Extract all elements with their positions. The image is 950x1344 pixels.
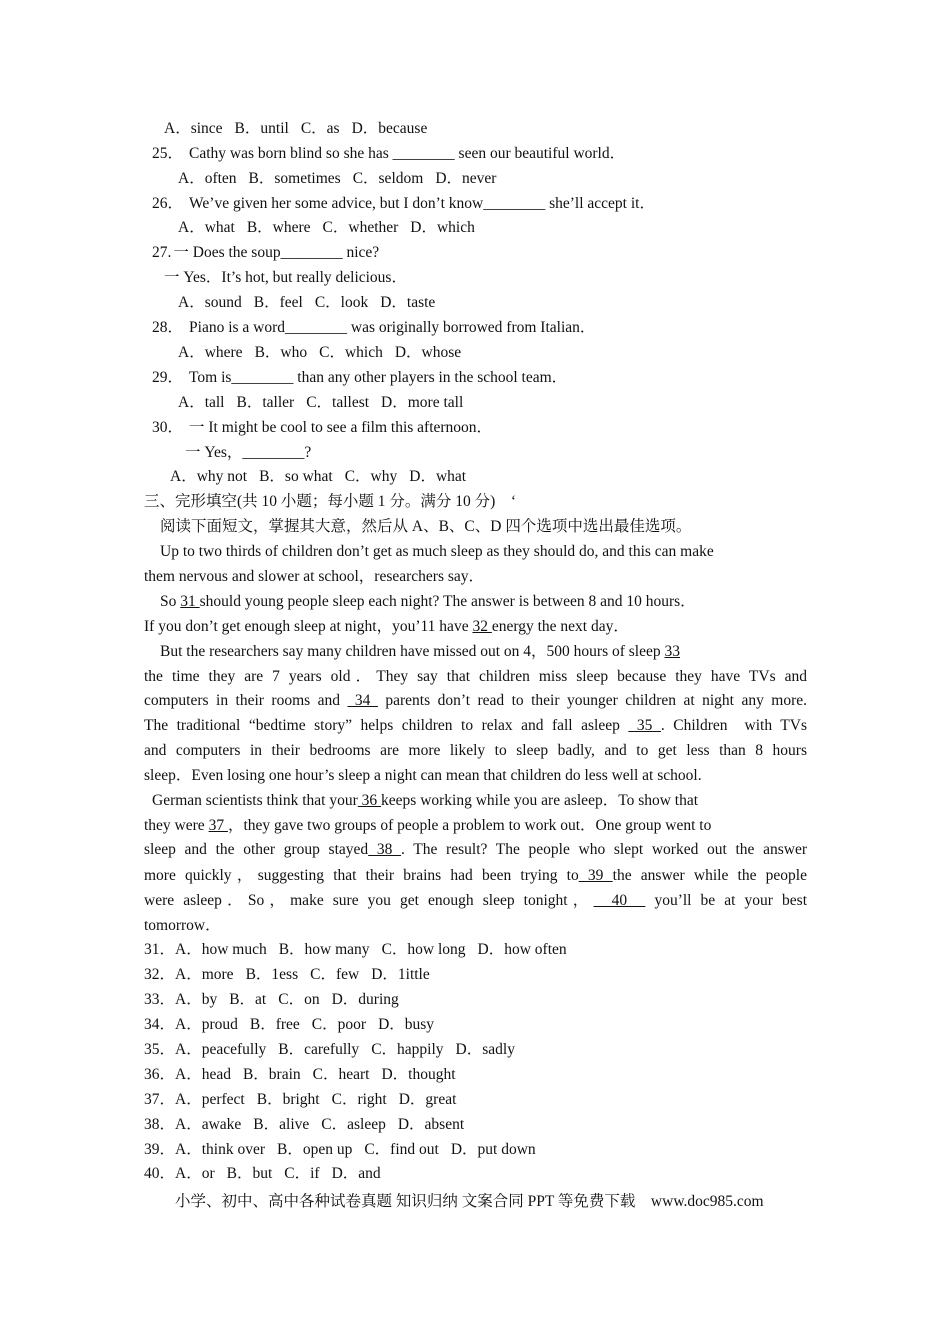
passage-text: should young people sleep each night? The answer is between 8 and 10 hours．: [199, 593, 696, 610]
option: C．as: [300, 120, 340, 137]
option: B．at: [229, 991, 267, 1008]
passage-text: you’ll be at your best: [645, 892, 807, 909]
question-number: 35．: [144, 1041, 176, 1058]
answer-row-32: [144, 964, 430, 986]
option: C．find out: [364, 1141, 439, 1158]
question-text: than any other players in the school team．: [293, 369, 568, 386]
answer-row-31: [144, 939, 567, 961]
option: B．brain: [242, 1066, 301, 1083]
question-30-reply: 一 Yes，________?: [185, 444, 312, 461]
option: B．who: [254, 344, 308, 361]
passage-line: [144, 839, 807, 861]
blank-40: 40: [593, 892, 646, 909]
option: C．on: [278, 991, 320, 1008]
option: A．proud: [175, 1016, 238, 1033]
passage-text: . Children with TVs: [660, 717, 807, 734]
blank-38: 38: [368, 841, 402, 858]
question-30-options: [170, 466, 466, 488]
option: A．awake: [175, 1116, 242, 1133]
option: A．what: [178, 219, 235, 236]
answer-row-38: [144, 1114, 464, 1136]
passage-text: If you don’t get enough sleep at night，you’11 have: [144, 618, 473, 635]
question-text: Piano is a word: [189, 319, 286, 336]
question-number: 25．: [152, 145, 184, 162]
answer-blank: ________: [392, 145, 455, 162]
option: D．busy: [378, 1016, 435, 1033]
question-text: Tom is: [189, 369, 232, 386]
option: D．which: [410, 219, 475, 236]
passage-text: computers in their rooms and: [144, 692, 348, 709]
passage-text: more quickly，suggesting that their brains had been trying to: [144, 867, 579, 884]
question-26: [152, 193, 655, 215]
passage-text: the answer while the people: [612, 867, 807, 884]
page-footer: 小学、初中、高中各种试卷真题 知识归纳 文案合同 PPT 等免费下载 www.doc985.com: [175, 1193, 764, 1210]
question-30: [152, 417, 492, 439]
question-number: 26．: [152, 195, 184, 212]
question-number: 38．: [144, 1116, 176, 1133]
question-25: [152, 143, 625, 165]
option: C．if: [284, 1165, 320, 1182]
option: C．tallest: [306, 394, 370, 411]
question-29-options: [178, 392, 463, 414]
passage-line: [160, 591, 696, 613]
question-text: she’ll accept it．: [545, 195, 655, 212]
passage-line: Up to two thirds of children don’t get as much sleep as they should do, and this can make: [160, 543, 714, 560]
question-27-options: [178, 292, 435, 314]
option: C．how long: [381, 941, 466, 958]
blank-39: 39: [578, 867, 613, 884]
option: A．tall: [178, 394, 225, 411]
option: B．carefully: [278, 1041, 360, 1058]
option: D．put down: [450, 1141, 536, 1158]
question-number: 39．: [144, 1141, 176, 1158]
option: D．absent: [397, 1116, 465, 1133]
question-25-options: [178, 168, 496, 190]
passage-text: So: [160, 593, 181, 610]
option: A．often: [178, 170, 237, 187]
option: C．happily: [371, 1041, 444, 1058]
option: C．heart: [312, 1066, 370, 1083]
option: A．sound: [178, 294, 242, 311]
question-text: Cathy was born blind so she has: [189, 145, 393, 162]
option: C．why: [344, 468, 398, 485]
passage-line: [152, 790, 698, 812]
option: D．whose: [394, 344, 462, 361]
option: C．whether: [322, 219, 399, 236]
passage-text: sleep and the other group stayed: [144, 841, 369, 858]
option: D．never: [435, 170, 497, 187]
option: D．how often: [477, 941, 567, 958]
q24-options: [164, 118, 427, 140]
passage-line: tomorrow．: [144, 917, 221, 934]
passage-line: [144, 815, 711, 837]
question-27: [152, 242, 379, 264]
option: B．feel: [253, 294, 303, 311]
passage-text: energy the next day．: [491, 618, 629, 635]
question-text: seen our beautiful world．: [454, 145, 626, 162]
option: A．more: [175, 966, 234, 983]
option: C．look: [314, 294, 369, 311]
question-28-options: [178, 342, 461, 364]
passage-line: the time they are 7 years old．They say that children miss sleep because they have TVs and: [144, 668, 807, 685]
question-29: [152, 367, 567, 389]
question-number: 36．: [144, 1066, 176, 1083]
option: B．alive: [253, 1116, 310, 1133]
passage-line: [144, 865, 807, 887]
option: C．seldom: [352, 170, 424, 187]
option: A．perfect: [175, 1091, 245, 1108]
blank-35: 35: [628, 717, 661, 734]
passage-text: they were: [144, 817, 209, 834]
option: A．how much: [175, 941, 267, 958]
question-number: 30．: [152, 419, 184, 436]
passage-text: keeps working while you are asleep．To show that: [381, 792, 699, 809]
question-text: 一 Does the soup: [173, 244, 281, 261]
option: D．and: [331, 1165, 381, 1182]
option: D．what: [409, 468, 467, 485]
option: A．by: [175, 991, 218, 1008]
answer-row-35: [144, 1039, 515, 1061]
question-number: 32．: [144, 966, 176, 983]
option: B．where: [246, 219, 311, 236]
question-28: [152, 317, 595, 339]
passage-text: But the researchers say many children have missed out on 4，500 hours of sleep: [160, 643, 665, 660]
passage-line: and computers in their bedrooms are more likely to sleep badly, and to get less than 8 hours: [144, 742, 807, 759]
answer-blank: ________: [483, 195, 546, 212]
option: B．so what: [259, 468, 333, 485]
answer-row-36: [144, 1064, 456, 1086]
option: C．poor: [311, 1016, 367, 1033]
option: A．or: [175, 1165, 215, 1182]
option: D．taste: [380, 294, 436, 311]
blank-31: 31: [180, 593, 200, 610]
passage-text: . The result? The people who slept worked out the answer: [401, 841, 808, 858]
passage-line: [160, 641, 680, 663]
question-text: nice?: [342, 244, 380, 261]
option: A．head: [175, 1066, 231, 1083]
option: C．right: [331, 1091, 387, 1108]
passage-text: The traditional “bedtime story” helps children to relax and fall asleep: [144, 717, 629, 734]
question-number: 33．: [144, 991, 176, 1008]
question-number: 27.: [152, 244, 172, 261]
option: D．1ittle: [371, 966, 430, 983]
option: B．taller: [236, 394, 295, 411]
passage-line: [144, 890, 807, 912]
blank-37: 37: [208, 817, 228, 834]
passage-line: them nervous and slower at school，researchers say．: [144, 568, 485, 585]
option: B．bright: [256, 1091, 320, 1108]
answer-blank: ________: [285, 319, 348, 336]
option: A．peacefully: [175, 1041, 267, 1058]
blank-36: 36: [357, 792, 382, 809]
question-number: 40．: [144, 1165, 176, 1182]
passage-line: [144, 715, 807, 737]
option: D．more tall: [381, 394, 464, 411]
option: A．why not: [170, 468, 248, 485]
question-number: 37．: [144, 1091, 176, 1108]
passage-text: parents don’t read to their younger children at night any more.: [377, 692, 808, 709]
passage-line: sleep．Even losing one hour’s sleep a night can mean that children do less well at school.: [144, 767, 702, 784]
question-number: 28．: [152, 319, 184, 336]
passage-text: ，they gave two groups of people a problem to work out．One group went to: [227, 817, 712, 834]
passage-line: [144, 616, 629, 638]
answer-blank: ________: [231, 369, 294, 386]
blank-32: 32: [472, 618, 492, 635]
option: D．sadly: [455, 1041, 515, 1058]
answer-row-40: [144, 1163, 381, 1185]
blank-34: 34: [347, 692, 378, 709]
option: B．until: [234, 120, 289, 137]
option: D．great: [398, 1091, 457, 1108]
passage-text: were asleep．So，make sure you get enough sleep tonight，: [144, 892, 594, 909]
answer-row-33: [144, 989, 399, 1011]
question-27-reply: 一 Yes．It’s hot, but really delicious．: [164, 269, 407, 286]
option: B．free: [249, 1016, 300, 1033]
option: A．since: [164, 120, 223, 137]
section-title: 三、完形填空(共 10 小题；每小题 1 分。满分 10 分) ‘: [144, 493, 516, 510]
option: A．where: [178, 344, 243, 361]
question-text: 一 It might be cool to see a film this afternoon．: [189, 419, 493, 436]
option: B．but: [226, 1165, 273, 1182]
answer-blank: ________: [280, 244, 343, 261]
option: C．asleep: [321, 1116, 386, 1133]
option: D．because: [351, 120, 428, 137]
answer-row-34: [144, 1014, 434, 1036]
passage-line: [144, 690, 807, 712]
question-number: 31．: [144, 941, 176, 958]
option: B．1ess: [245, 966, 299, 983]
question-text: We’ve given her some advice, but I don’t know: [189, 195, 484, 212]
option: D．during: [331, 991, 399, 1008]
question-number: 34．: [144, 1016, 176, 1033]
section-instruction: 阅读下面短文，掌握其大意，然后从 A、B、C、D 四个选项中选出最佳选项。: [160, 518, 692, 535]
passage-text: German scientists think that your: [152, 792, 358, 809]
question-number: 29．: [152, 369, 184, 386]
option: B．sometimes: [248, 170, 341, 187]
question-text: was originally borrowed from Italian．: [347, 319, 596, 336]
question-26-options: [178, 217, 475, 239]
answer-row-39: [144, 1139, 536, 1161]
answer-row-37: [144, 1089, 456, 1111]
option: B．how many: [278, 941, 370, 958]
option: A．think over: [175, 1141, 265, 1158]
option: C．which: [319, 344, 383, 361]
option: B．open up: [277, 1141, 353, 1158]
option: C．few: [310, 966, 360, 983]
blank-33: 33: [664, 643, 680, 660]
option: D．thought: [381, 1066, 456, 1083]
